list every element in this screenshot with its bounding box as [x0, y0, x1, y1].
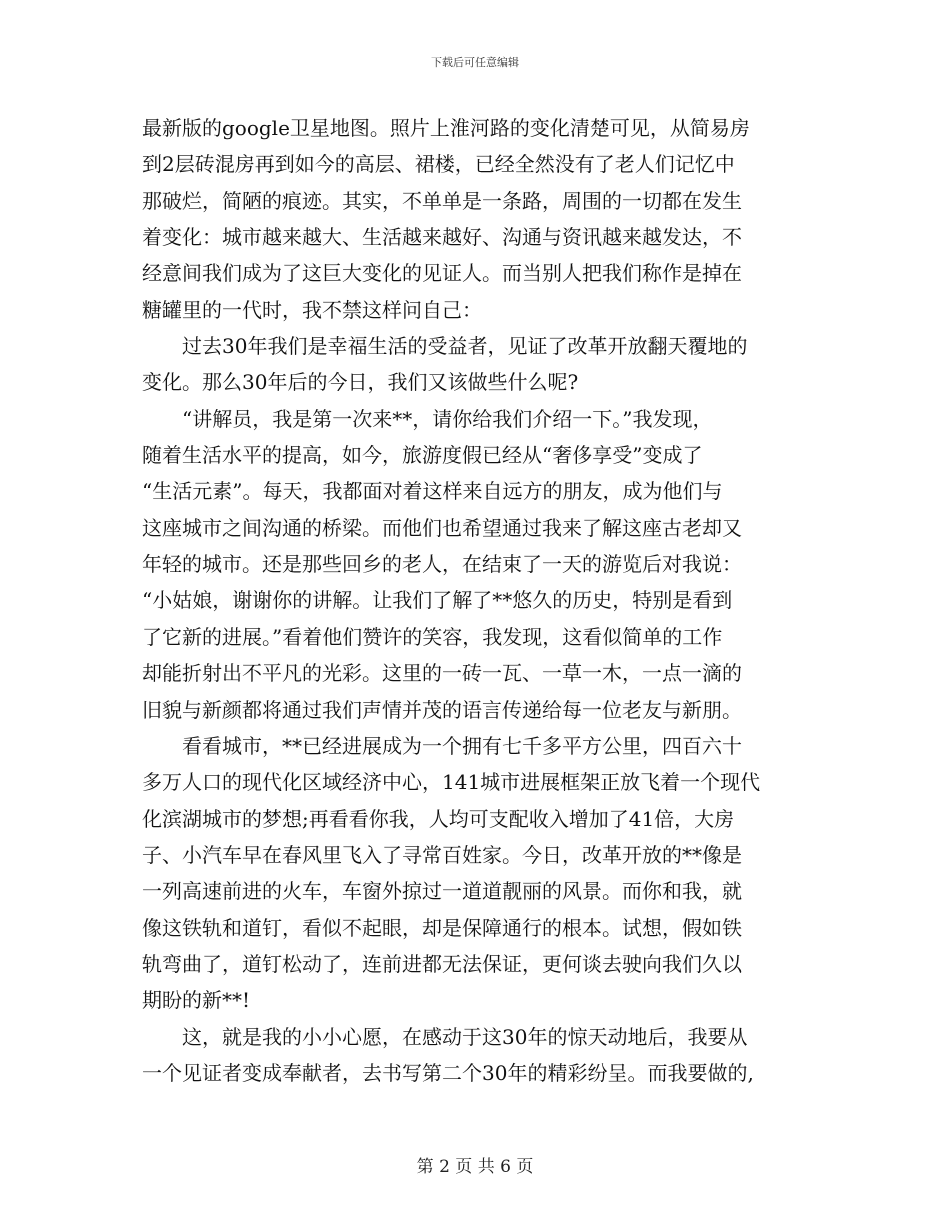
text-line: 经意间我们成为了这巨大变化的见证人。而当别人把我们称作是掉在: [142, 261, 742, 286]
text-line: 最新版的google卫星地图。照片上淮河路的变化清楚可见，从简易房: [142, 116, 750, 140]
text-line: 像这铁轨和道钉，看似不起眼，却是保障通行的根本。试想，假如铁: [142, 915, 742, 940]
text-line: 这，就是我的小小心愿，在感动于这30年的惊天动地后，我要从: [142, 1024, 748, 1049]
text-line: 那破烂，简陋的痕迹。其实，不单单是一条路，周围的一切都在发生: [142, 188, 742, 213]
text-line: 随着生活水平的提高，如今，旅游度假已经从“奢侈享受”变成了: [142, 443, 703, 468]
text-line: 过去30年我们是幸福生活的受益者，见证了改革开放翻天覆地的: [142, 334, 748, 359]
page-number: 第 2 页 共 6 页: [416, 1157, 534, 1177]
text-line: 变化。那么30年后的今日，我们又该做些什么呢?: [142, 370, 579, 395]
text-line: 多万人口的现代化区域经济中心，141城市进展框架正放飞着一个现代: [142, 770, 761, 795]
text-line: 糖罐里的一代时，我不禁这样问自己：: [142, 297, 482, 322]
page-header: 下载后可任意编辑: [431, 56, 519, 69]
text-line: 却能折射出不平凡的光彩。这里的一砖一瓦、一草一木，一点一滴的: [142, 661, 742, 686]
text-line: 期盼的新**!: [142, 988, 251, 1013]
text-line: 旧貌与新颜都将通过我们声情并茂的语言传递给每一位老友与新朋。: [142, 697, 742, 722]
text-line: 子、小汽车早在春风里飞入了寻常百姓家。今日，改革开放的**像是: [142, 842, 742, 867]
text-line: “小姑娘，谢谢你的讲解。让我们了解了**悠久的历史，特别是看到: [142, 588, 733, 613]
text-line: 一列高速前进的火车，车窗外掠过一道道靓丽的风景。而你和我，就: [142, 879, 742, 904]
text-line: “生活元素”。每天，我都面对着这样来自远方的朋友，成为他们与: [142, 479, 723, 504]
text-line: 化滨湖城市的梦想;再看看你我，人均可支配收入增加了41倍，大房: [142, 806, 735, 831]
document-body: [142, 110, 822, 1091]
text-line: “讲解员，我是第一次来**，请你给我们介绍一下。”我发现，: [142, 406, 713, 431]
text-line: 了它新的进展。”看着他们赞许的笑容，我发现，这看似简单的工作: [142, 624, 723, 649]
text-line: 轨弯曲了，道钉松动了，连前进都无法保证，更何谈去驶向我们久以: [142, 951, 742, 976]
text-line: 这座城市之间沟通的桥梁。而他们也希望通过我来了解这座古老却又: [142, 515, 742, 540]
text-line: 年轻的城市。还是那些回乡的老人，在结束了一天的游览后对我说：: [142, 552, 742, 577]
text-line: 看看城市，**已经进展成为一个拥有七千多平方公里，四百六十: [142, 733, 742, 758]
text-line: 一个见证者变成奉献者，去书写第二个30年的精彩纷呈。而我要做的,: [142, 1060, 754, 1085]
text-line: 到2层砖混房再到如今的高层、裙楼，已经全然没有了老人们记忆中: [142, 152, 735, 177]
text-line: 着变化：城市越来越大、生活越来越好、沟通与资讯越来越发达，不: [142, 225, 742, 250]
